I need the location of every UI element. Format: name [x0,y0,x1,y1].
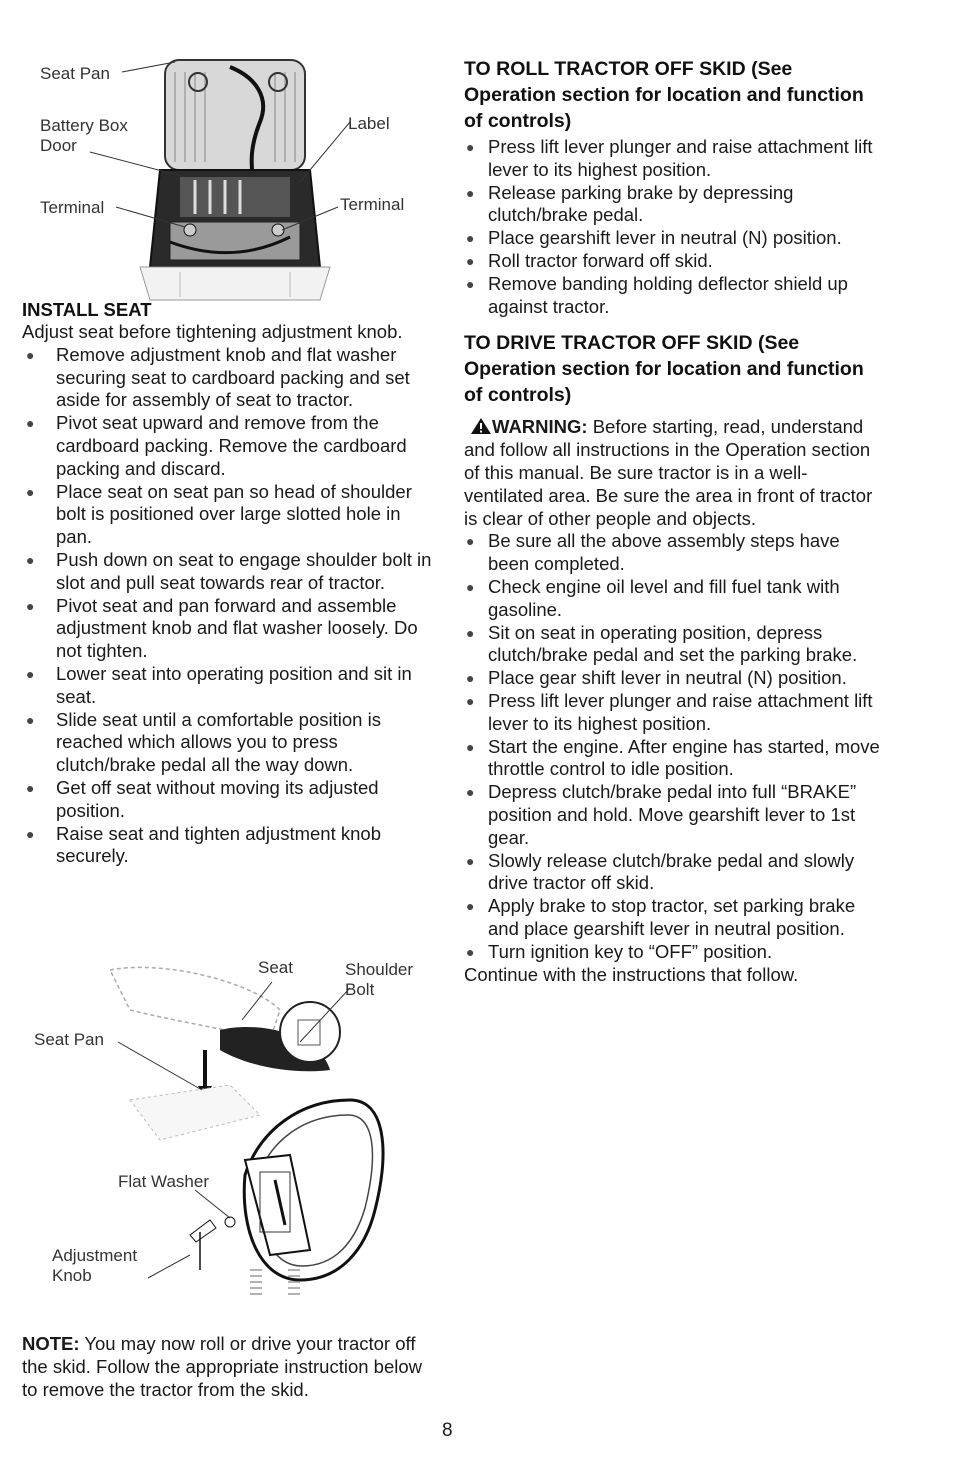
left-column [22,298,434,868]
bullet-icon: ● [466,230,475,247]
continue-paragraph: Continue with the instructions that follow. [464,963,799,985]
list-item: ● Press lift lever plunger and raise attachment lift lever to its highest position. [466,689,873,734]
bullet-icon: ● [466,738,475,755]
bullet-icon: ● [466,139,475,155]
list-item: ● Roll tractor forward off skid. [466,249,713,271]
drive-tractor-steps [464,530,884,963]
bullet-icon: ● [26,346,35,363]
bullet-icon: ● [26,711,35,728]
bullet-icon: ● [26,415,35,432]
note-block [22,1333,434,1401]
bullet-icon: ● [26,483,35,500]
note-text: You may now roll or drive your tractor off the skid. Follow the appropriate instruction below to remove the tractor from the skid. [22,1333,423,1400]
list-item: ● Apply brake to stop tractor, set parking brake and place gearshift lever in neutral position. [466,895,856,939]
figure2-seat-label: Seat [258,958,293,977]
figure2-flat-washer-label: Flat Washer [118,1172,210,1191]
list-item: ● Slowly release clutch/brake pedal and slowly drive tractor off skid. [466,849,855,894]
bullet-icon: ● [26,665,35,682]
figure2-seat-pan-label: Seat Pan [34,1030,104,1049]
note-paragraph [22,1333,434,1401]
bullet-icon: ● [466,624,475,641]
bullet-icon: ● [26,779,35,796]
roll-tractor-heading: TO ROLL TRACTOR OFF SKID (See Operation section for location and function of controls) [464,58,864,132]
warning-text: Before starting, read, understand and follow all instructions in the Operation section of this manual. Be sure tractor is in a well-ventilated area. Be sure the area in front of tractor is clear of other people and objects. [464,416,873,529]
list-item: ● Slide seat until a comfortable position is reached which allows you to press clutch/brake pedal all the way down. [26,708,381,776]
bullet-icon: ● [466,692,475,709]
list-item: ● Place gearshift lever in neutral (N) position. [466,227,842,249]
list-item: ● Place seat on seat pan so head of shoulder bolt is positioned over large slotted hole in pan. [26,480,412,548]
bullet-icon: ● [26,597,35,614]
bullet-icon: ● [26,825,35,842]
list-item: ● Release parking brake by depressing clutch/brake pedal. [466,181,794,226]
figure1-terminal-left-label: Terminal [40,198,105,217]
battery-box-illustration [20,52,430,302]
bullet-icon: ● [466,252,475,269]
figure1-seat-pan-label: Seat Pan [40,64,110,83]
figure1-label-label: Label [348,114,390,133]
bullet-icon: ● [466,578,475,595]
list-item: ● Push down on seat to engage shoulder bolt in slot and pull seat towards rear of tractor. [26,548,432,593]
list-item: ● Check engine oil level and fill fuel tank with gasoline. [466,575,840,620]
list-item: ● Place gear shift lever in neutral (N) position. [466,667,847,689]
list-item: ● Remove adjustment knob and flat washer securing seat to cardboard packing and set aside for assembly of seat to tractor. [26,343,410,411]
figure1-terminal-right-label: Terminal [340,195,405,214]
bullet-icon: ● [466,533,475,550]
install-seat-heading: INSTALL SEAT [22,299,152,320]
bullet-icon: ● [466,184,475,201]
battery-box-figure [20,52,430,302]
bullet-icon: ● [466,852,475,869]
list-item: ● Press lift lever plunger and raise attachment lift lever to its highest position. [466,136,873,180]
list-item: ● Raise seat and tighten adjustment knob securely. [26,822,381,867]
bullet-icon: ● [466,670,475,687]
page-number: 8 [442,1420,453,1441]
note-label: NOTE: [22,1333,80,1354]
list-item: ● Be sure all the above assembly steps have been completed. [466,530,840,575]
list-item: ● Pivot seat upward and remove from the cardboard packing. Remove the cardboard packing and discard. [26,412,407,479]
install-seat-intro: Adjust seat before tightening adjustment knob. [22,321,403,342]
bullet-icon: ● [26,551,35,568]
bullet-icon: ● [466,784,475,801]
figure2-adjustment-knob-label: Adjustment Knob [52,1246,138,1285]
roll-tractor-steps [464,136,884,318]
bullet-icon: ● [466,943,475,960]
install-seat-steps [22,344,434,868]
list-item: ● Remove banding holding deflector shield up against tractor. [466,272,848,317]
figure1-battery-box-door-label: Battery Box Door [40,116,128,155]
warning-label: WARNING: [492,416,588,438]
warning-paragraph [464,416,884,530]
list-item: ● Turn ignition key to “OFF” position. [466,940,773,962]
bullet-icon: ● [466,898,475,915]
figure2-shoulder-bolt-label: Shoulder Bolt [345,960,414,999]
seat-install-figure [30,950,440,1320]
list-item: ● Lower seat into operating position and sit in seat. [26,662,412,707]
list-item: ● Start the engine. After engine has started, move throttle control to idle position. [466,735,880,780]
list-item: ● Pivot seat and pan forward and assemble adjustment knob and flat washer loosely. Do not tighten. [26,594,418,662]
list-item: ● Get off seat without moving its adjusted position. [26,776,379,821]
list-item: ● Sit on seat in operating position, depress clutch/brake pedal and set the parking brake. [466,621,858,666]
drive-tractor-heading: TO DRIVE TRACTOR OFF SKID (See Operation section for location and function of controls) [464,332,864,407]
warning-icon [470,417,492,435]
right-column [464,56,884,986]
list-item: ● Depress clutch/brake pedal into full “BRAKE” position and hold. Move gearshift lever to 1st gear. [466,781,857,848]
bullet-icon: ● [466,275,475,292]
